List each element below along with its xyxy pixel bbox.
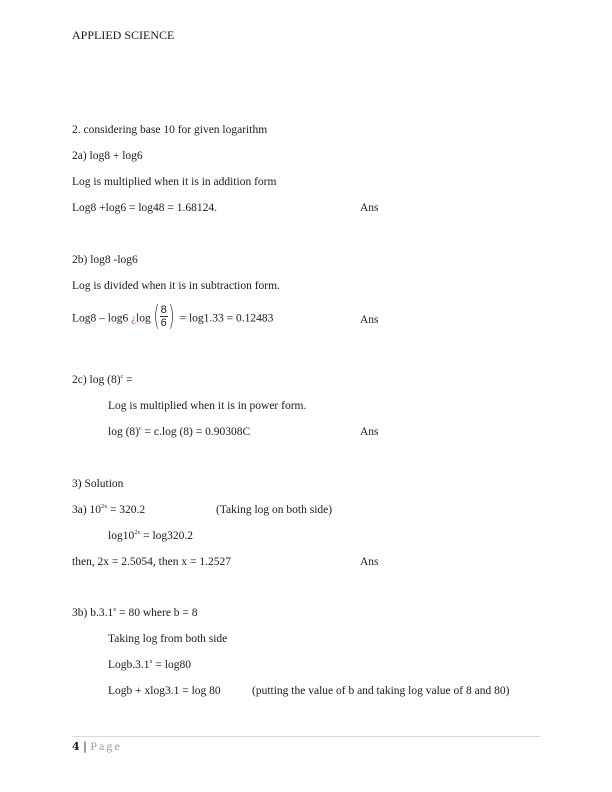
q3a-step-sup: 2x — [134, 530, 141, 536]
q3b-step3: Logb + xlog3.1 = log 80 — [108, 685, 221, 697]
page-label: Page — [90, 739, 122, 753]
page-number: 4 — [72, 740, 80, 753]
q2c-result-pre: log (8) — [108, 426, 139, 438]
q2c-label-pre: 2c) log (8) — [72, 374, 121, 386]
fraction-denominator: 6 — [160, 316, 167, 329]
page-separator: | — [79, 740, 91, 753]
q3b-step2-post: = log80 — [152, 659, 191, 671]
q2b-result-post: = log1.33 = 0.12483 — [176, 312, 274, 325]
q3a-result: then, 2x = 2.5054, then x = 1.2527 — [72, 556, 231, 568]
fraction-numerator: 8 — [160, 303, 167, 316]
page-footer — [72, 739, 122, 754]
q2b-ans: Ans — [360, 314, 379, 326]
q3a-label-pre: 3a) 10 — [72, 504, 102, 516]
q3b-step2 — [108, 659, 191, 671]
q3b-step3-note: (putting the value of b and taking log value of 8 and 80) — [252, 685, 510, 697]
q2c-rule: Log is multiplied when it is in power form. — [108, 400, 307, 412]
q3a-note: (Taking log on both side) — [216, 504, 333, 516]
q3a-label — [72, 504, 145, 516]
q3b-step2-pre: Logb.3.1 — [108, 659, 150, 671]
q3b-label — [72, 607, 198, 619]
q2b-rule: Log is divided when it is in subtraction form. — [72, 280, 280, 292]
missing-symbol: ¿ — [131, 312, 136, 325]
right-paren: ) — [168, 299, 175, 332]
q3b-step2-sup: x — [149, 659, 153, 665]
q3b-label-pre: 3b) b.3.1 — [72, 607, 114, 619]
q2c-result-sup: c — [138, 426, 142, 432]
q3-heading: 3) Solution — [72, 478, 124, 490]
q2c-label — [72, 374, 133, 386]
document-header: APPLIED SCIENCE — [72, 28, 175, 42]
q3a-step-pre: log10 — [108, 530, 135, 542]
q2c-ans: Ans — [360, 426, 379, 438]
q2b-label: 2b) log8 -log6 — [72, 254, 138, 266]
q2a-label: 2a) log8 + log6 — [72, 150, 143, 162]
q3a-label-post: = 320.2 — [107, 504, 146, 516]
q2-heading: 2. considering base 10 for given logarithm — [72, 124, 268, 136]
q2b-result — [72, 299, 274, 332]
q2c-result — [108, 426, 250, 438]
q3b-label-post: = 80 where b = 8 — [116, 607, 198, 619]
footer-divider — [72, 736, 540, 737]
left-paren: ( — [153, 299, 160, 332]
q3a-step — [108, 530, 193, 542]
q3b-label-sup: x — [113, 607, 117, 613]
q2a-ans: Ans — [360, 202, 379, 214]
q3a-step-post: = log320.2 — [140, 530, 194, 542]
q3b-step1: Taking log from both side — [108, 633, 228, 645]
q3a-label-sup: 2x — [101, 504, 108, 510]
q3a-ans: Ans — [360, 556, 379, 568]
q2b-log: log — [136, 312, 151, 325]
q2c-label-sup: c — [120, 374, 124, 380]
fraction-expression — [151, 299, 177, 332]
q2a-result: Log8 +log6 = log48 = 1.68124. — [72, 202, 217, 214]
fraction — [160, 304, 168, 329]
q2c-result-post: = c.log (8) = 0.90308C — [141, 426, 251, 438]
q2c-label-post: = — [123, 374, 133, 386]
q2a-rule: Log is multiplied when it is in addition form — [72, 176, 277, 188]
q2b-result-pre: Log8 – log6 — [72, 312, 132, 325]
